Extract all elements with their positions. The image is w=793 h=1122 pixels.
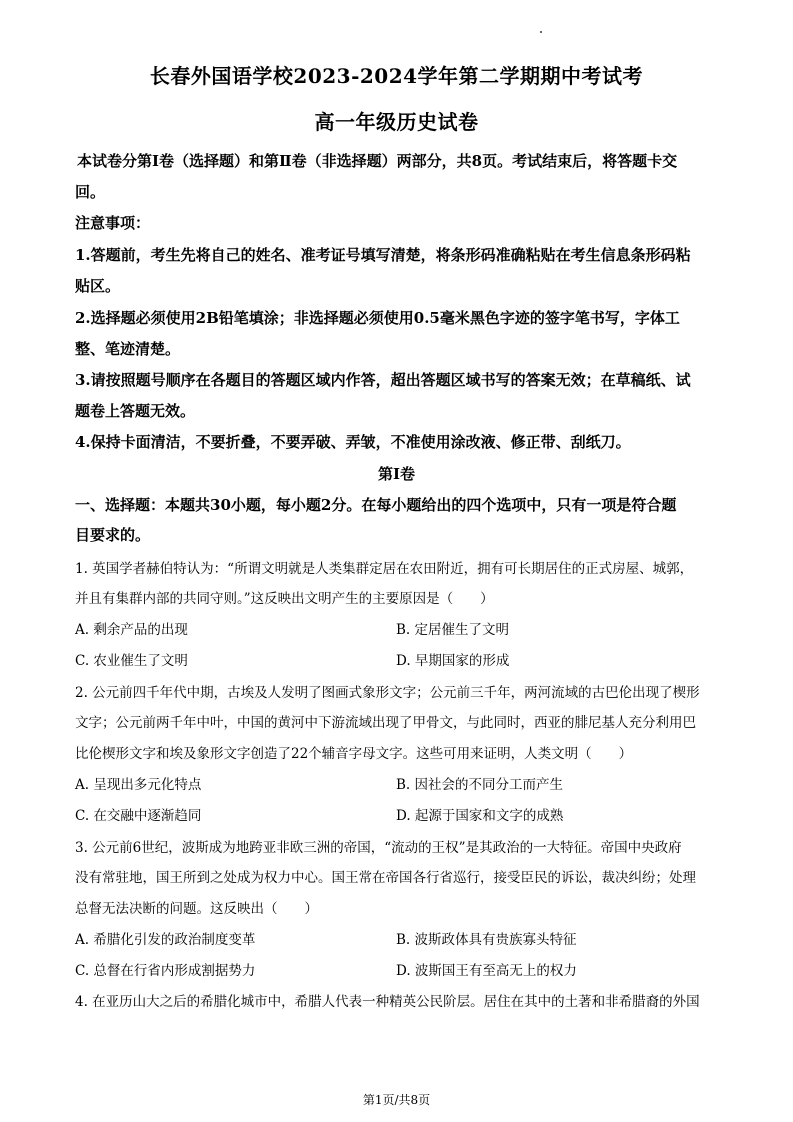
exam-title-line2: 高一年级历史试卷 [314, 110, 479, 134]
q1-stem-line1: 1. 英国学者赫伯特认为：“所谓文明就是人类集群定居在农田附近，拥有可长期居住的正式房屋、城郭， [75, 561, 694, 577]
q3-option-d: D. 波斯国王有至高无上的权力 [396, 963, 577, 979]
notice-item3-line2: 题卷上答题无效。 [75, 402, 196, 420]
page-number: 第1页/共8页 [362, 1093, 431, 1107]
exam-title-line1: 长春外国语学校2023-2024学年第二学期期中考试考 [149, 64, 644, 88]
section-title: 第Ⅰ卷 [377, 465, 416, 483]
notice-item4: 4.保持卡面清洁，不要折叠，不要弄破、弄皱，不准使用涂改液、修正带、刮纸刀。 [75, 433, 631, 451]
notice-item2-line1: 2.选择题必须使用2B铅笔填涂；非选择题必须使用0.5毫米黑色字迹的签字笔书写，字体工 [75, 309, 680, 327]
q3-stem-line2: 没有常驻地，国王所到之处成为权力中心。国王常在帝国各行省巡行，接受臣民的诉讼，裁决纠纷；处理 [75, 870, 696, 886]
q2-stem-line1: 2. 公元前四千年代中期，古埃及人发明了图画式象形文字；公元前三千年，两河流域的古巴伦出现了楔形 [75, 685, 700, 701]
q1-option-b: B. 定居催生了文明 [396, 622, 510, 638]
q3-stem-line1: 3. 公元前6世纪，波斯成为地跨亚非欧三洲的帝国，“流动的王权”是其政治的一大特征。帝国中央政府 [75, 840, 682, 856]
scan-speck [540, 31, 542, 33]
q2-option-b: B. 因社会的不同分工而产生 [396, 777, 564, 793]
q3-option-a: A. 希腊化引发的政治制度变革 [75, 932, 256, 948]
q1-option-d: D. 早期国家的形成 [396, 653, 510, 669]
notice-item1-line1: 1.答题前，考生先将自己的姓名、准考证号填写清楚，将条形码准确粘贴在考生信息条形码粘 [75, 246, 691, 264]
q3-stem-line3: 总督无法决断的问题。这反映出（ ） [75, 901, 318, 917]
q2-option-a: A. 呈现出多元化特点 [75, 777, 202, 793]
q1-stem-line2: 并且有集群内部的共同守则。”这反映出文明产生的主要原因是（ ） [75, 591, 494, 607]
notice-item1-line2: 贴区。 [75, 277, 121, 295]
notice-item2-line2: 整、笔迹清楚。 [75, 340, 181, 358]
intro-line2: 回。 [75, 183, 106, 201]
section-instructions-line1: 一、选择题：本题共30小题，每小题2分。在每小题给出的四个选项中，只有一项是符合题 [75, 496, 677, 514]
q2-option-c: C. 在交融中逐渐趋同 [75, 808, 202, 824]
q2-stem-line2: 文字；公元前两千年中叶，中国的黄河中下游流域出现了甲骨文，与此同时，西亚的腓尼基人充分利用巴 [75, 715, 696, 731]
q2-option-d: D. 起源于国家和文字的成熟 [396, 808, 564, 824]
section-instructions-line2: 目要求的。 [75, 526, 151, 544]
q2-stem-line3: 比伦楔形文字和埃及象形文字创造了22个辅音字母文字。这些可用来证明，人类文明（ ） [75, 746, 633, 762]
q3-option-c: C. 总督在行省内形成割据势力 [75, 963, 256, 979]
q4-stem-line1: 4. 在亚历山大之后的希腊化城市中，希腊人代表一种精英公民阶层。居住在其中的土著和非希腊裔的外国 [75, 994, 700, 1010]
notice-item3-line1: 3.请按照题号顺序在各题目的答题区域内作答，超出答题区域书写的答案无效；在草稿纸、试 [75, 371, 691, 389]
q1-option-a: A. 剩余产品的出现 [75, 622, 188, 638]
q1-option-c: C. 农业催生了文明 [75, 653, 188, 669]
intro-line1: 本试卷分第Ⅰ卷（选择题）和第Ⅱ卷（非选择题）两部分，共8页。考试结束后，将答题卡交 [77, 152, 678, 170]
q3-option-b: B. 波斯政体具有贵族寡头特征 [396, 932, 577, 948]
notice-heading: 注意事项： [75, 214, 151, 232]
